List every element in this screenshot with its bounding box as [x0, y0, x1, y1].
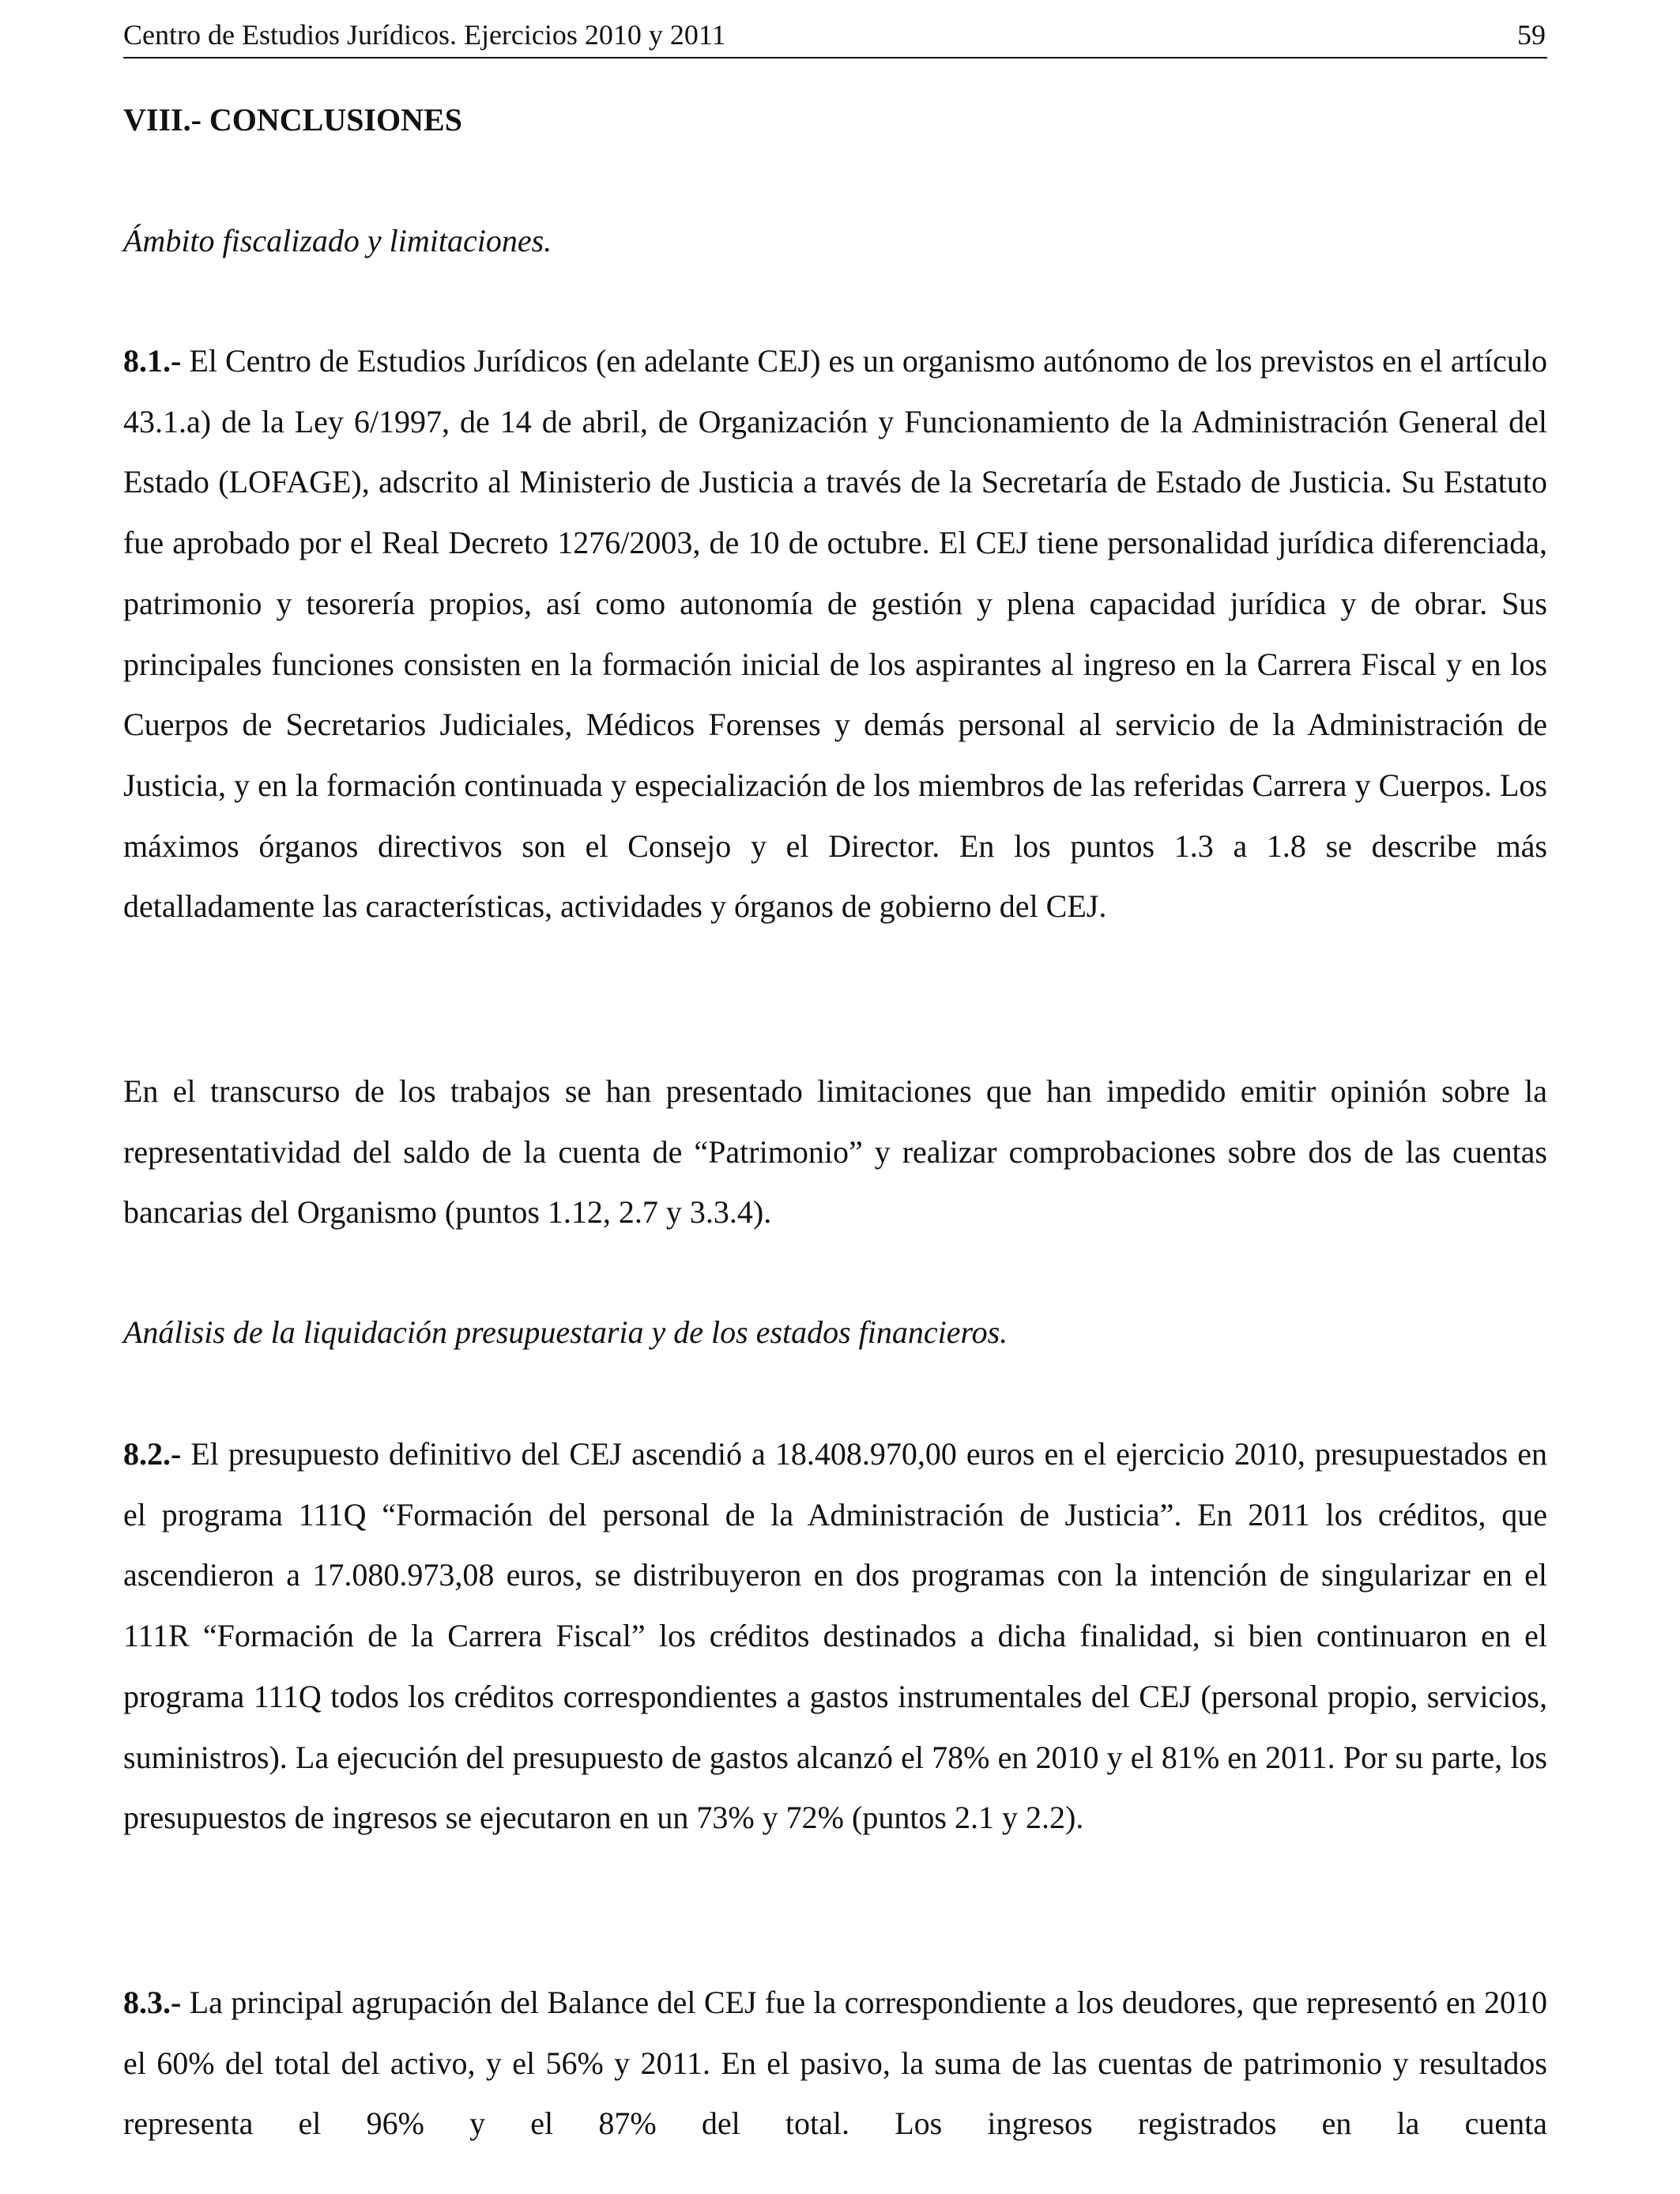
subheading-analisis: Análisis de la liquidación presupuestaria y de los estados financieros. — [123, 1314, 1008, 1350]
paragraph-8-1 — [123, 331, 1547, 937]
paragraph-number-8-1: 8.1.- — [123, 343, 182, 379]
paragraph-number-8-2: 8.2.- — [123, 1436, 182, 1472]
paragraph-limitaciones: En el transcurso de los trabajos se han presentado limitaciones que han impedido emitir opinión sobre la representatividad del saldo de la cuenta de “Patrimonio” y realizar comprobaciones sobre dos de las cuentas bancarias del Organismo (puntos 1.12, 2.7 y 3.3.4). — [123, 1073, 1547, 1231]
section-title: VIII.- CONCLUSIONES — [123, 102, 462, 138]
document-page — [123, 0, 1547, 2194]
subheading-ambito: Ámbito fiscalizado y limitaciones. — [123, 223, 552, 258]
paragraph-8-2 — [123, 1424, 1547, 1849]
page-header — [123, 14, 1547, 58]
page-number: 59 — [1517, 19, 1546, 51]
paragraph-text-8-1: El Centro de Estudios Jurídicos (en adelante CEJ) es un organismo autónomo de los previstos en el artículo 43.1.a) de la Ley 6/1997, de 14 de abril, de Organización y Funcionamiento de la Administración General del Estado (LOFAGE), adscrito al Ministerio de Justicia a través de la Secretaría de Estado de Justicia. Su Estatuto fue aprobado por el Real Decreto 1276/2003, de 10 de octubre. El CEJ tiene personalidad jurídica diferenciada, patrimonio y tesorería propios, así como autonomía de gestión y plena capacidad jurídica y de obrar. Sus principales funciones consisten en la formación inicial de los aspirantes al ingreso en la Carrera Fiscal y en los Cuerpos de Secretarios Judiciales, Médicos Forenses y demás personal al servicio de la Administración de Justicia, y en la formación continuada y especialización de los miembros de las referidas Carrera y Cuerpos. Los máximos órganos directivos son el Consejo y el Director. En los puntos 1.3 a 1.8 se describe más detalladamente las características, actividades y órganos de gobierno del CEJ. — [123, 343, 1547, 925]
paragraph-text-8-3: La principal agrupación del Balance del CEJ fue la correspondiente a los deudores, que representó en 2010 el 60% del total del activo, y el 56% y 2011. En el pasivo, la suma de las cuentas de patrimonio y resultados representa el 96% y el 87% del total. Los ingresos registrados en la cuenta — [123, 1985, 1547, 2142]
paragraph-number-8-3: 8.3.- — [123, 1985, 182, 2020]
header-title: Centro de Estudios Jurídicos. Ejercicios 2010 y 2011 — [123, 19, 726, 51]
paragraph-text-8-2: El presupuesto definitivo del CEJ ascendió a 18.408.970,00 euros en el ejercicio 2010, presupuestados en el programa 111Q “Formación del personal de la Administración de Justicia”. En 2011 los créditos, que ascendieron a 17.080.973,08 euros, se distribuyeron en dos programas con la intención de singularizar en el 111R “Formación de la Carrera Fiscal” los créditos destinados a dicha finalidad, si bien continuaron en el programa 111Q todos los créditos correspondientes a gastos instrumentales del CEJ (personal propio, servicios, suministros). La ejecución del presupuesto de gastos alcanzó el 78% en 2010 y el 81% en 2011. Por su parte, los presupuestos de ingresos se ejecutaron en un 73% y 72% (puntos 2.1 y 2.2). — [123, 1436, 1547, 1836]
paragraph-8-3 — [123, 1973, 1547, 2154]
